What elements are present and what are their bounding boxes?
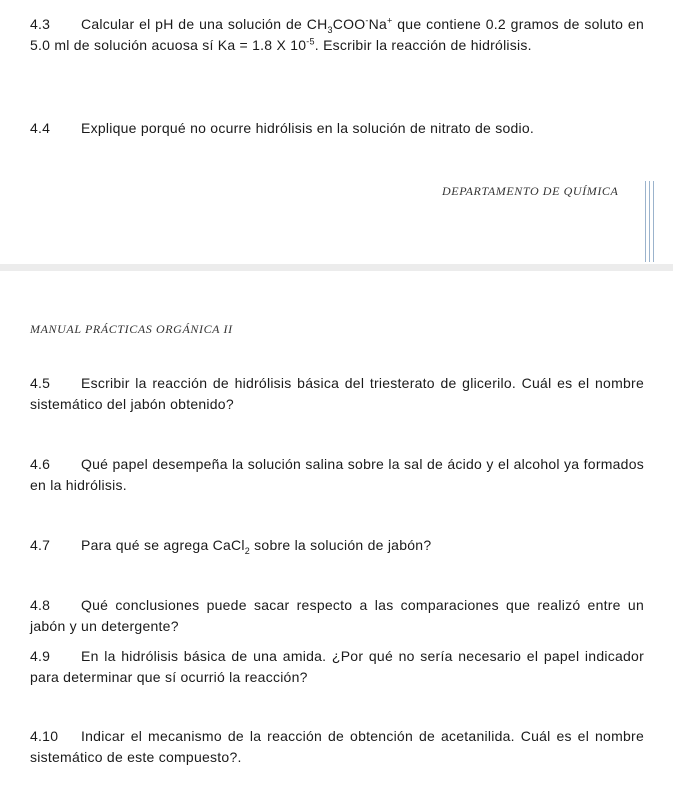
question-text: Escribir la reacción de hidrólisis básica del triesterato de glicerilo. Cuál es el nombre sistemático del jabón obtenido? [30,375,644,412]
question-number: 4.6 [30,456,51,472]
question-4-7 [30,535,644,556]
subscript: 3 [327,24,333,35]
question-number: 4.4 [30,120,51,136]
question-4-4 [30,118,644,139]
superscript: + [387,15,393,26]
question-4-9 [30,646,644,688]
question-number: 4.5 [30,375,51,391]
question-text: Qué papel desempeña la solución salina sobre la sal de ácido y el alcohol ya formados en la hidrólisis. [30,456,644,493]
question-text: Indicar el mecanismo de la reacción de obtención de acetanilida. Cuál es el nombre sistemático de este compuesto?. [30,728,644,765]
department-header: DEPARTAMENTO DE QUÍMICA [442,184,619,198]
question-4-5 [30,373,644,415]
question-text: . Escribir la reacción de hidrólisis. [314,37,532,53]
question-text: Calcular el pH de una solución de CH [81,16,328,32]
question-text: Na [368,16,388,32]
question-number: 4.7 [30,537,51,553]
question-number: 4.8 [30,597,51,613]
question-4-6 [30,454,644,496]
question-text: sobre la solución de jabón? [250,537,432,553]
question-number: 4.9 [30,648,51,664]
question-4-8 [30,595,644,637]
question-4-3 [30,14,644,56]
header-rule [645,181,646,262]
question-text: Para qué se agrega CaCl [81,537,245,553]
question-text: En la hidrólisis básica de una amida. ¿Por qué no sería necesario el papel indicador para determinar que sí ocurrió la reacción? [30,648,644,685]
superscript: -5 [306,36,315,47]
question-text: Qué conclusiones puede sacar respecto a las comparaciones que realizó entre un jabón y un detergente? [30,597,644,634]
question-number: 4.10 [30,728,59,744]
page-break [0,264,673,271]
manual-header: MANUAL PRÁCTICAS ORGÁNICA II [30,322,233,336]
question-text: que contiene 0.2 gramos de soluto en 5.0 ml de solución acuosa sí Ka = 1.8 X 10 [30,16,644,53]
header-rule [649,181,650,262]
header-rule [653,181,654,262]
subscript: 2 [244,545,251,556]
question-text: Explique porqué no ocurre hidrólisis en la solución de nitrato de sodio. [81,120,535,136]
question-4-10 [30,726,644,768]
question-text: COO [332,16,366,32]
superscript: - [365,15,369,26]
question-number: 4.3 [30,16,51,32]
